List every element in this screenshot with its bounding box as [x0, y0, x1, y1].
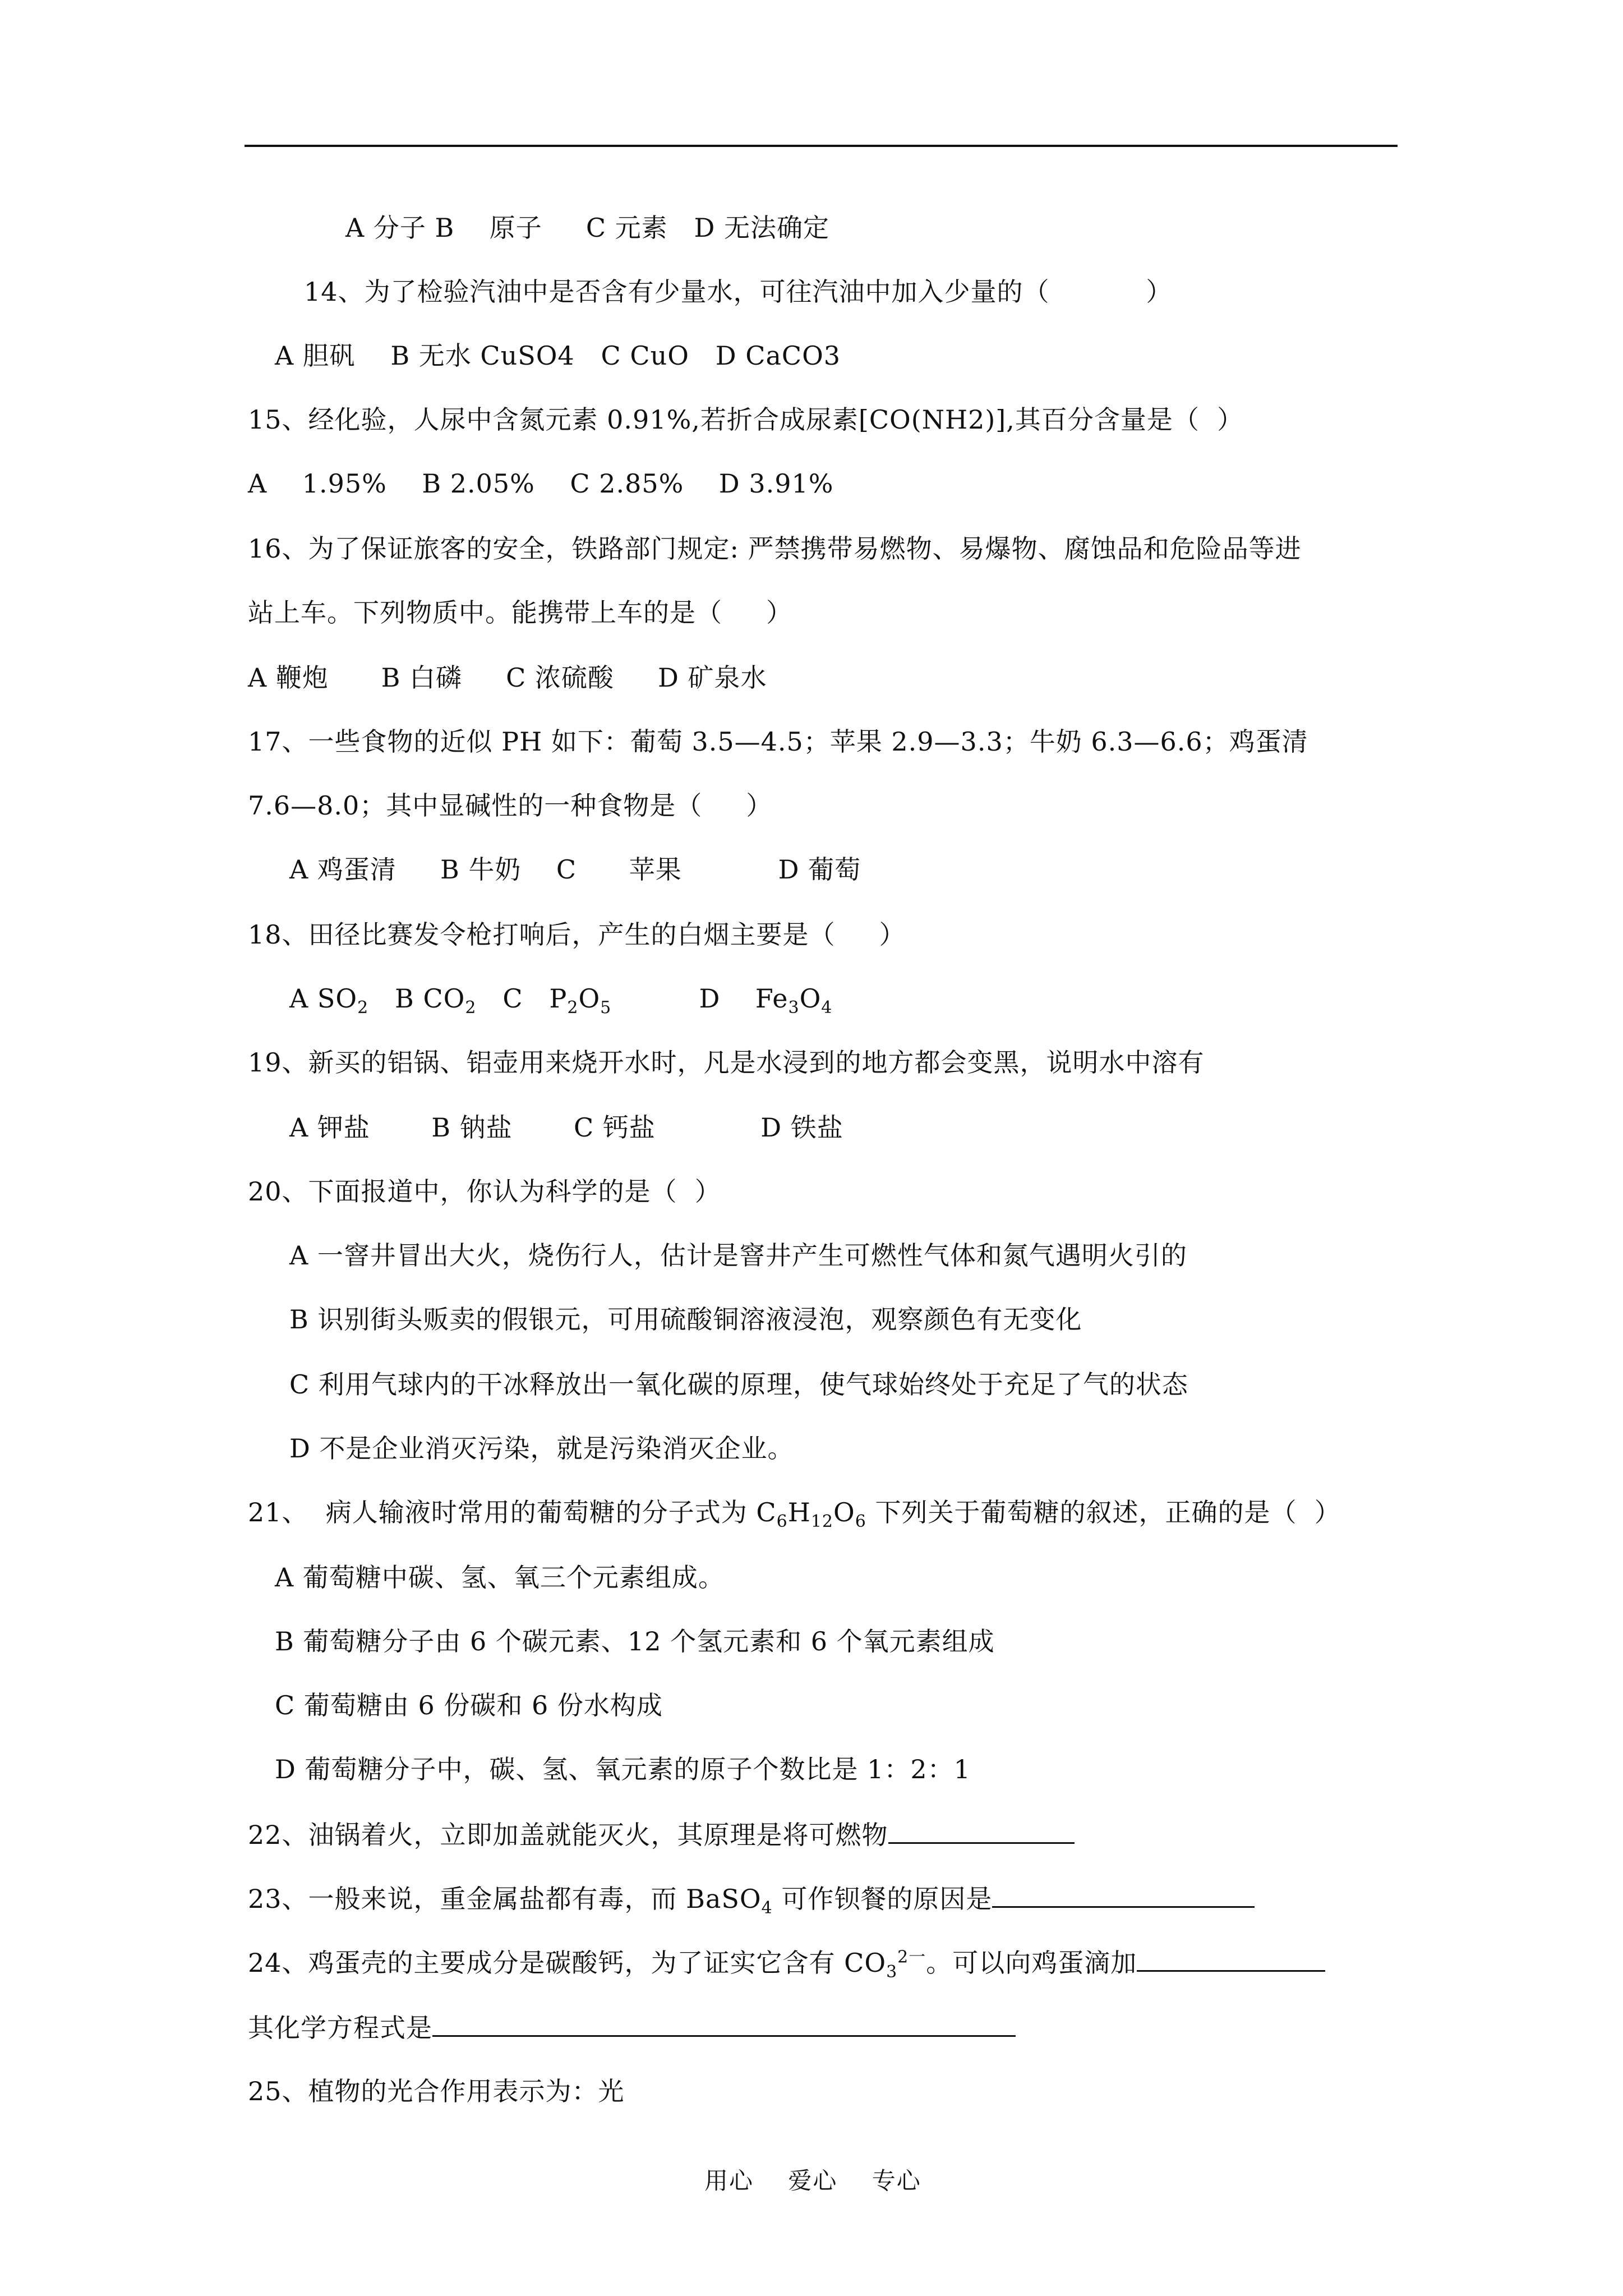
q18-option-d-subscript1: 3 — [788, 998, 800, 1018]
q25-question: 25、植物的光合作用表示为：光 — [248, 2076, 625, 2106]
q21-h: H — [787, 1497, 811, 1527]
q13-options: A 分子 B 原子 C 元素 D 无法确定 — [345, 213, 830, 243]
q17-options: A 鸡蛋清 B 牛奶 C 苹果 D 葡萄 — [289, 854, 861, 885]
q17-question-line2: 7.6—8.0；其中显碱性的一种食物是（ ） — [248, 790, 773, 821]
q24-text-pre: 24、鸡蛋壳的主要成分是碳酸钙，为了证实它含有 CO — [248, 1948, 887, 1978]
q23-subscript: 4 — [761, 1898, 773, 1918]
q18-option-d: D Fe — [611, 983, 789, 1014]
q20-option-b: B 识别街头贩卖的假银元，可用硫酸铜溶液浸泡，观察颜色有无变化 — [289, 1304, 1082, 1335]
q20-option-d: D 不是企业消灭污染，就是污染消灭企业。 — [289, 1433, 794, 1464]
q19-question: 19、新买的铝锅、铝壶用来烧开水时，凡是水浸到的地方都会变黑，说明水中溶有 — [248, 1047, 1205, 1078]
q18-option-d-mid: O — [799, 983, 822, 1014]
q22-question — [248, 1818, 1075, 1851]
q22-text: 22、油锅着火，立即加盖就能灭火，其原理是将可燃物 — [248, 1820, 888, 1850]
q21-o: O — [833, 1497, 855, 1527]
q23-text-pre: 23、一般来说，重金属盐都有毒，而 BaSO — [248, 1884, 762, 1914]
q18-question: 18、田径比赛发令枪打响后，产生的白烟主要是（ ） — [248, 919, 906, 950]
q21-question-post: 下列关于葡萄糖的叙述，正确的是（ ） — [866, 1497, 1341, 1527]
q24-superscript: 2一 — [897, 1947, 926, 1967]
q16-question-line2: 站上车。下列物质中。能携带上车的是（ ） — [248, 597, 793, 628]
q21-option-b: B 葡萄糖分子由 6 个碳元素、12 个氢元素和 6 个氧元素组成 — [275, 1626, 995, 1657]
q24-question — [248, 1945, 1325, 1982]
q18-option-a: A SO — [289, 983, 358, 1014]
q21-option-d: D 葡萄糖分子中，碳、氢、氧元素的原子个数比是 1：2：1 — [275, 1754, 971, 1784]
q18-option-c-subscript2: 5 — [600, 998, 612, 1018]
q18-option-b-subscript: 2 — [465, 998, 477, 1018]
q18-option-c-mid: O — [578, 983, 601, 1014]
q18-option-d-subscript2: 4 — [821, 998, 833, 1018]
q24-answer-blank-2[interactable] — [432, 2010, 1016, 2037]
q24-text-post: 。可以向鸡蛋滴加 — [926, 1948, 1137, 1978]
header-rule — [245, 145, 1398, 147]
q24-subscript: 3 — [886, 1962, 898, 1982]
q24-answer-blank-1[interactable] — [1137, 1945, 1325, 1972]
q24-line2 — [248, 2010, 1016, 2044]
q21-sub-c: 6 — [776, 1512, 788, 1532]
q21-sub-h: 12 — [810, 1512, 834, 1532]
q19-options: A 钾盐 B 钠盐 C 钙盐 D 铁盐 — [289, 1112, 843, 1143]
q17-question-line1: 17、一些食物的近似 PH 如下：葡萄 3.5—4.5；苹果 2.9—3.3；牛奶 6.3—6.6；鸡蛋清 — [248, 726, 1308, 757]
q15-question: 15、经化验，人尿中含氮元素 0.91%,若折合成尿素[CO(NH2)],其百分含量是（ ） — [248, 404, 1244, 435]
q16-question-line1: 16、为了保证旅客的安全，铁路部门规定: 严禁携带易燃物、易爆物、腐蚀品和危险品等进 — [248, 533, 1302, 564]
q21-question — [248, 1496, 1341, 1532]
q21-sub-o: 6 — [855, 1512, 866, 1532]
q18-option-b: B CO — [368, 983, 465, 1014]
q18-options — [289, 982, 833, 1018]
q21-question-pre: 21、 病人输液时常用的葡萄糖的分子式为 C — [248, 1497, 777, 1527]
q20-option-c: C 利用气球内的干冰释放出一氧化碳的原理，使气球始终处于充足了气的状态 — [289, 1369, 1188, 1400]
q15-options: A 1.95% B 2.05% C 2.85% D 3.91% — [248, 468, 834, 499]
q18-option-c: C P — [476, 983, 568, 1014]
q21-option-a: A 葡萄糖中碳、氢、氧三个元素组成。 — [275, 1562, 725, 1593]
q23-text-post: 可作钡餐的原因是 — [772, 1884, 993, 1914]
q20-option-a: A 一窨井冒出大火，烧伤行人，估计是窨井产生可燃性气体和氮气遇明火引的 — [289, 1240, 1187, 1271]
q24-line2-text: 其化学方程式是 — [248, 2013, 432, 2043]
q14-question: 14、为了检验汽油中是否含有少量水，可往汽油中加入少量的（ ） — [304, 277, 1173, 307]
page-footer: 用心 爱心 专心 — [704, 2167, 921, 2194]
q23-answer-blank[interactable] — [992, 1881, 1255, 1908]
q14-options: A 胆矾 B 无水 CuSO4 C CuO D CaCO3 — [275, 341, 841, 371]
q20-question: 20、下面报道中，你认为科学的是（ ） — [248, 1176, 721, 1207]
q18-option-c-subscript1: 2 — [567, 998, 579, 1018]
q23-question — [248, 1881, 1255, 1918]
q16-options: A 鞭炮 B 白磷 C 浓硫酸 D 矿泉水 — [248, 662, 767, 693]
q18-option-a-subscript: 2 — [357, 998, 369, 1018]
q22-answer-blank[interactable] — [888, 1818, 1075, 1844]
q21-option-c: C 葡萄糖由 6 份碳和 6 份水构成 — [275, 1690, 663, 1720]
